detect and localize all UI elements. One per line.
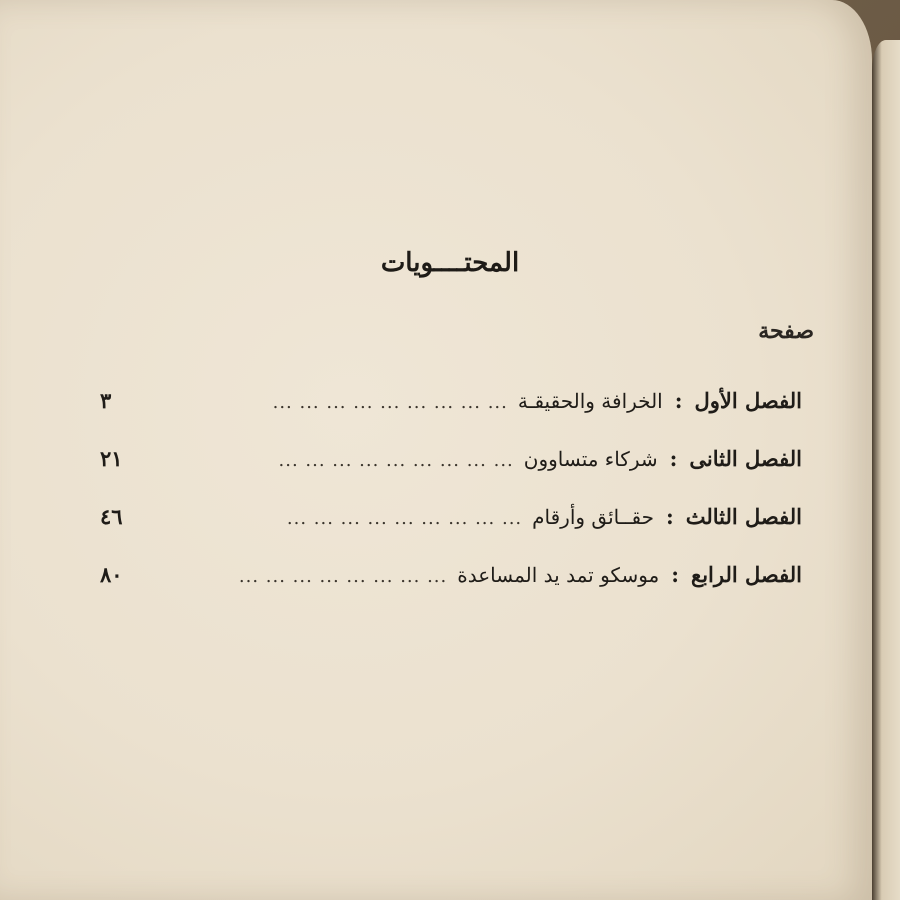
toc-entry <box>100 446 802 504</box>
page-title: المحتــــويات <box>380 248 520 278</box>
page-number: ٢١ <box>100 446 123 471</box>
chapter-label: الفصل الثانى <box>689 446 802 471</box>
dot-leader: ... ... ... ... ... ... ... ... ... <box>286 508 523 529</box>
toc-entry <box>100 388 802 446</box>
dot-leader: ... ... ... ... ... ... ... ... ... <box>278 450 514 471</box>
entry-separator: : <box>674 388 683 413</box>
chapter-title: موسكو تمد يد المساعدة <box>457 563 660 587</box>
chapter-label: الفصل الثالث <box>685 504 802 529</box>
table-of-contents <box>100 388 802 620</box>
page-number: ٣ <box>100 388 112 413</box>
page-number: ٨٠ <box>100 562 123 587</box>
dot-leader: ... ... ... ... ... ... ... ... ... <box>272 392 508 413</box>
chapter-title: الخرافة والحقيقـة <box>517 389 663 413</box>
toc-entry <box>100 504 802 562</box>
dot-leader: ... ... ... ... ... ... ... ... <box>238 566 448 587</box>
next-page-edge <box>872 40 900 900</box>
entry-separator: : <box>669 446 678 471</box>
chapter-label: الفصل الرابع <box>691 562 802 587</box>
entry-separator: : <box>665 504 674 529</box>
chapter-label: الفصل الأول <box>694 388 802 413</box>
page-number: ٤٦ <box>100 504 123 529</box>
chapter-title: حقــائق وأرقام <box>532 505 654 529</box>
chapter-title: شركاء متساوون <box>523 447 658 471</box>
toc-entry <box>100 562 802 620</box>
page-column-label: صفحة <box>758 318 814 344</box>
entry-separator: : <box>671 562 680 587</box>
